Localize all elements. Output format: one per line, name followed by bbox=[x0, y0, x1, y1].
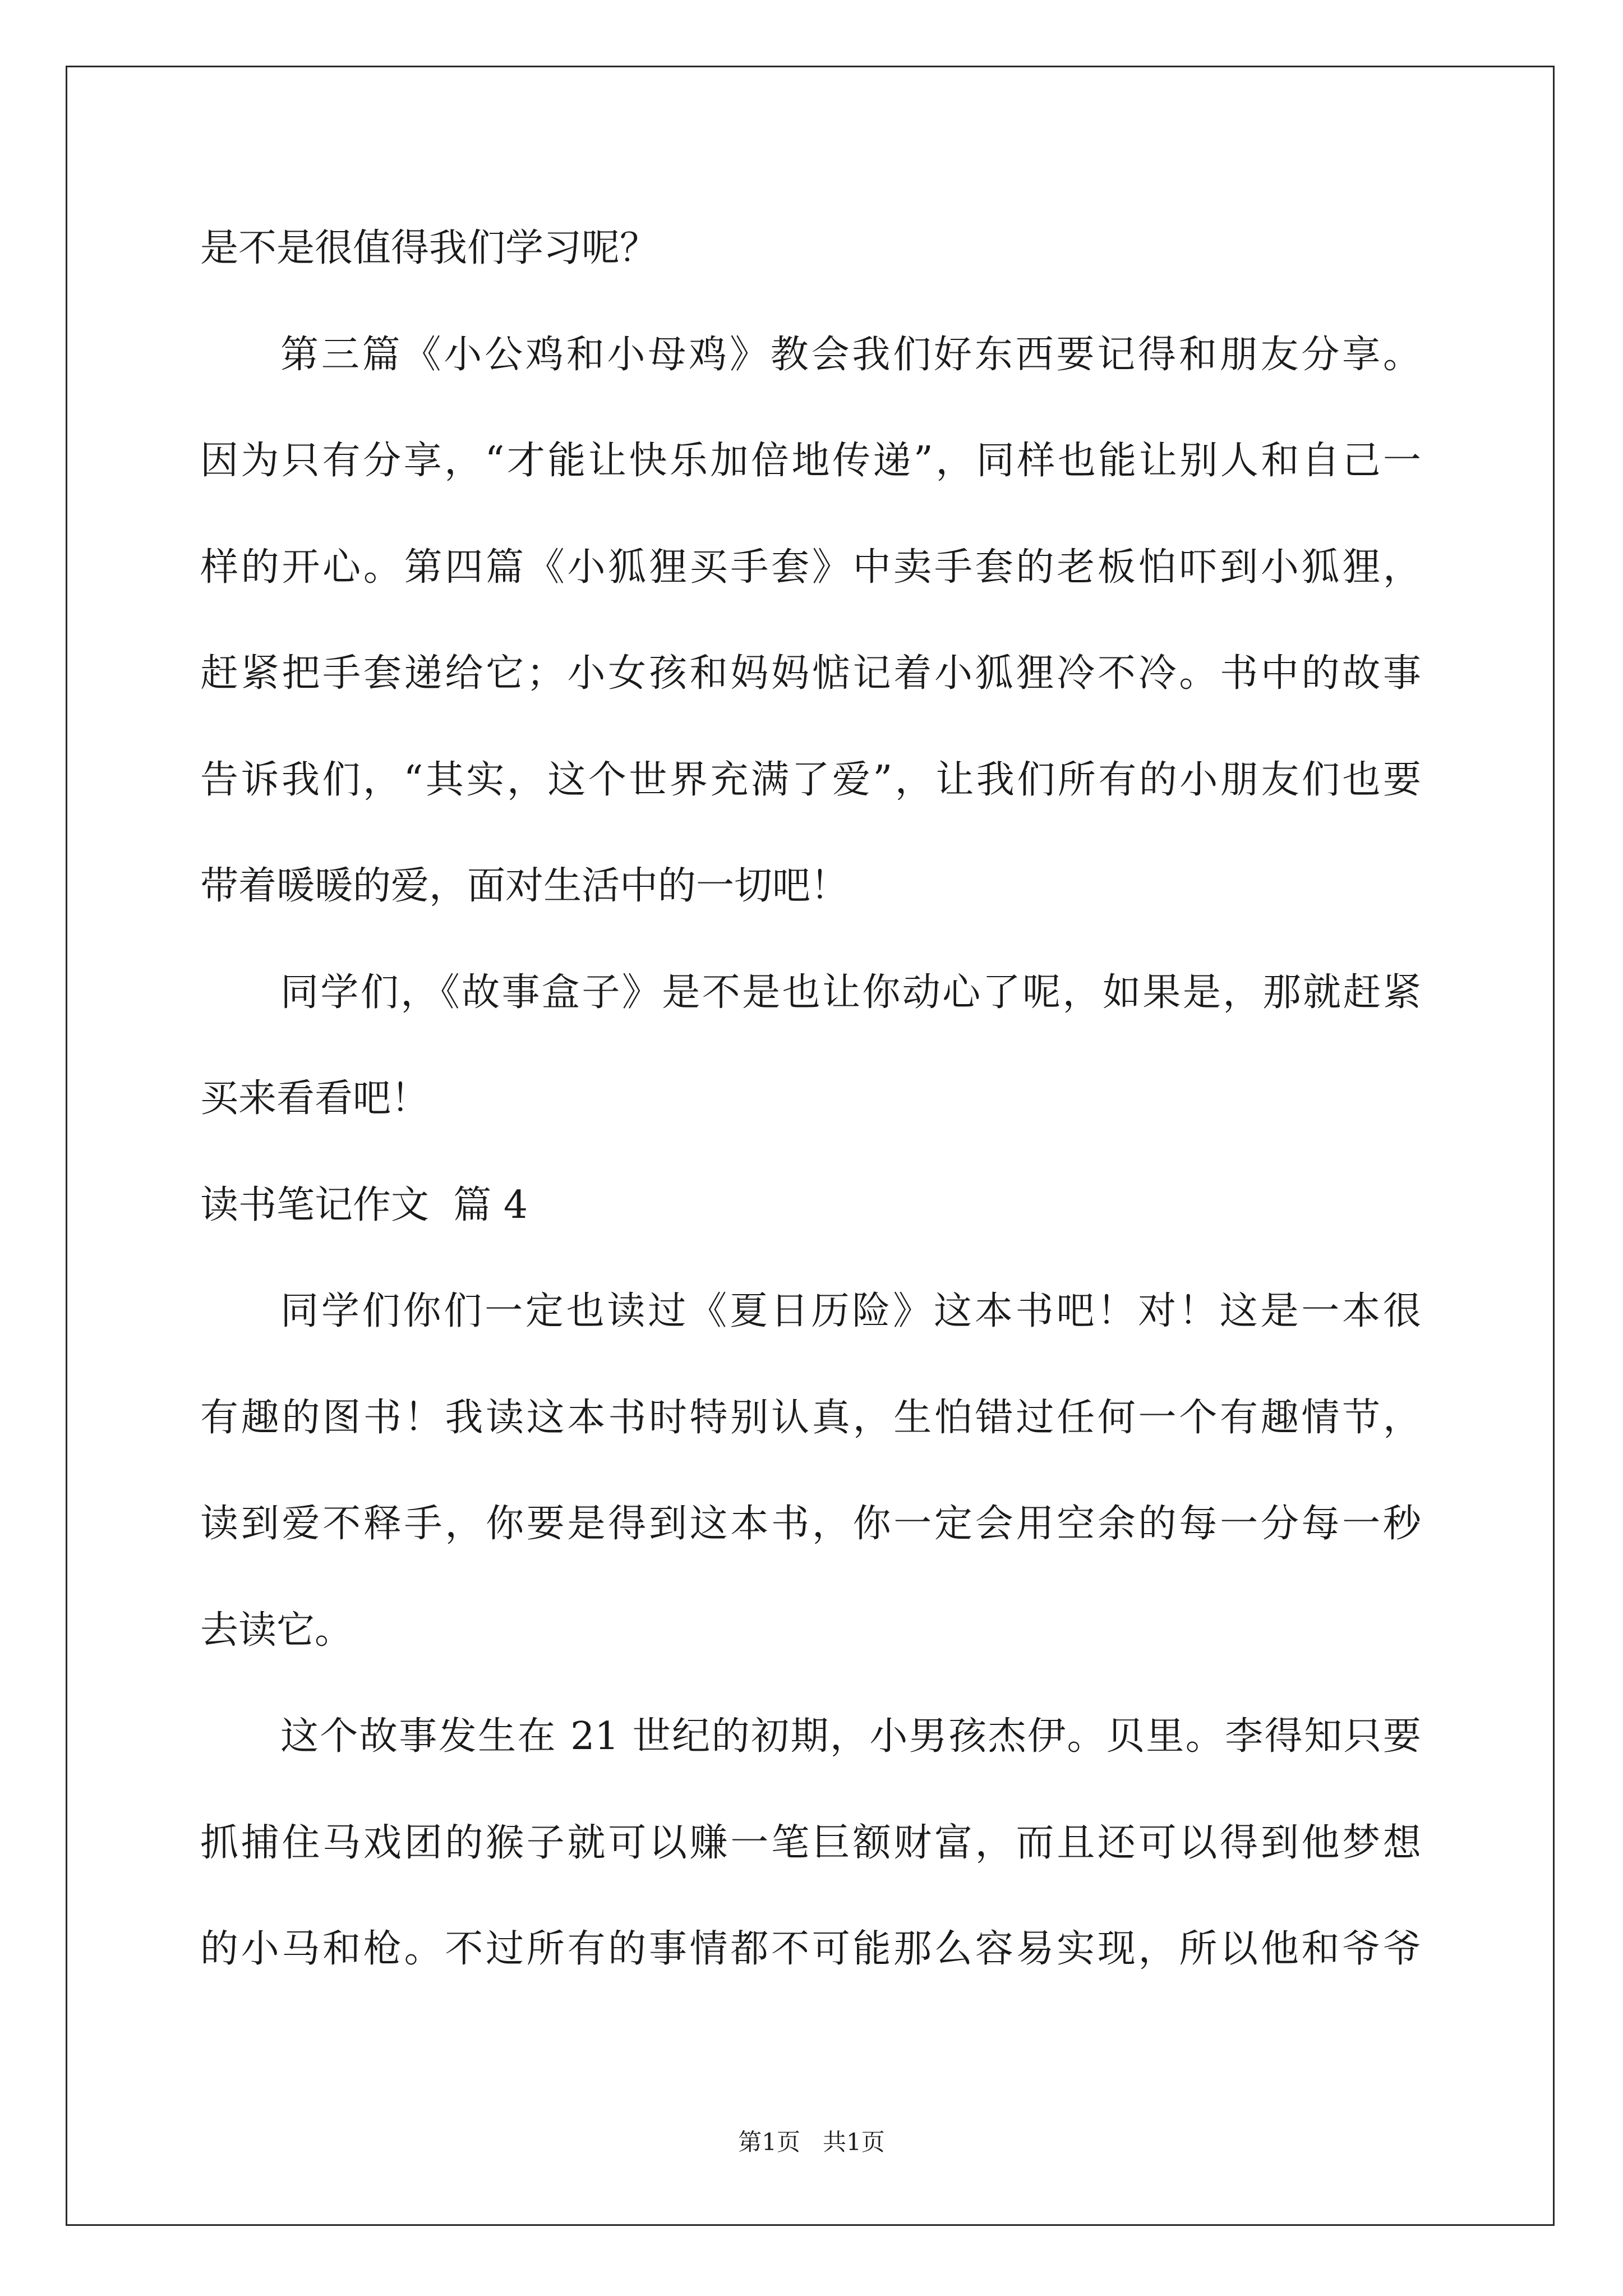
text-line: 赶紧把手套递给它；小女孩和妈妈惦记着小狐狸冷不冷。书中的故事 bbox=[200, 651, 1421, 696]
text-line: 同学们你们一定也读过《夏日历险》这本书吧！对！这是一本很 bbox=[280, 1289, 1421, 1333]
text-line: 告诉我们，“其实，这个世界充满了爱”，让我们所有的小朋友们也要 bbox=[200, 757, 1421, 802]
text-line: 样的开心。第四篇《小狐狸买手套》中卖手套的老板怕吓到小狐狸， bbox=[200, 545, 1421, 590]
section-heading: 读书笔记作文 篇 4 bbox=[200, 1182, 528, 1227]
document-body bbox=[200, 195, 1421, 2003]
text-line: 读到爱不释手，你要是得到这本书，你一定会用空余的每一分每一秒 bbox=[200, 1502, 1421, 1546]
text-line: 同学们，《故事盒子》是不是也让你动心了呢，如果是，那就赶紧 bbox=[280, 970, 1421, 1015]
text-line: 是不是很值得我们学习呢？ bbox=[200, 226, 658, 270]
text-line: 因为只有分享，“才能让快乐加倍地传递”，同样也能让别人和自己一 bbox=[200, 439, 1421, 483]
text-line: 去读它。 bbox=[200, 1608, 353, 1653]
text-line: 抓捕住马戏团的猴子就可以赚一笔巨额财富，而且还可以得到他梦想 bbox=[200, 1820, 1421, 1865]
text-line: 第三篇《小公鸡和小母鸡》教会我们好东西要记得和朋友分享。 bbox=[280, 332, 1421, 377]
page-number-footer: 第1页 共1页 bbox=[738, 2128, 885, 2156]
text-line: 买来看看吧！ bbox=[200, 1076, 430, 1121]
text-line: 的小马和枪。不过所有的事情都不可能那么容易实现，所以他和爷爷 bbox=[200, 1927, 1421, 1971]
text-line: 这个故事发生在 21 世纪的初期，小男孩杰伊。贝里。李得知只要 bbox=[280, 1714, 1421, 1759]
text-line: 有趣的图书！我读这本书时特别认真，生怕错过任何一个有趣情节， bbox=[200, 1395, 1421, 1440]
text-line: 带着暖暖的爱，面对生活中的一切吧！ bbox=[200, 864, 849, 908]
